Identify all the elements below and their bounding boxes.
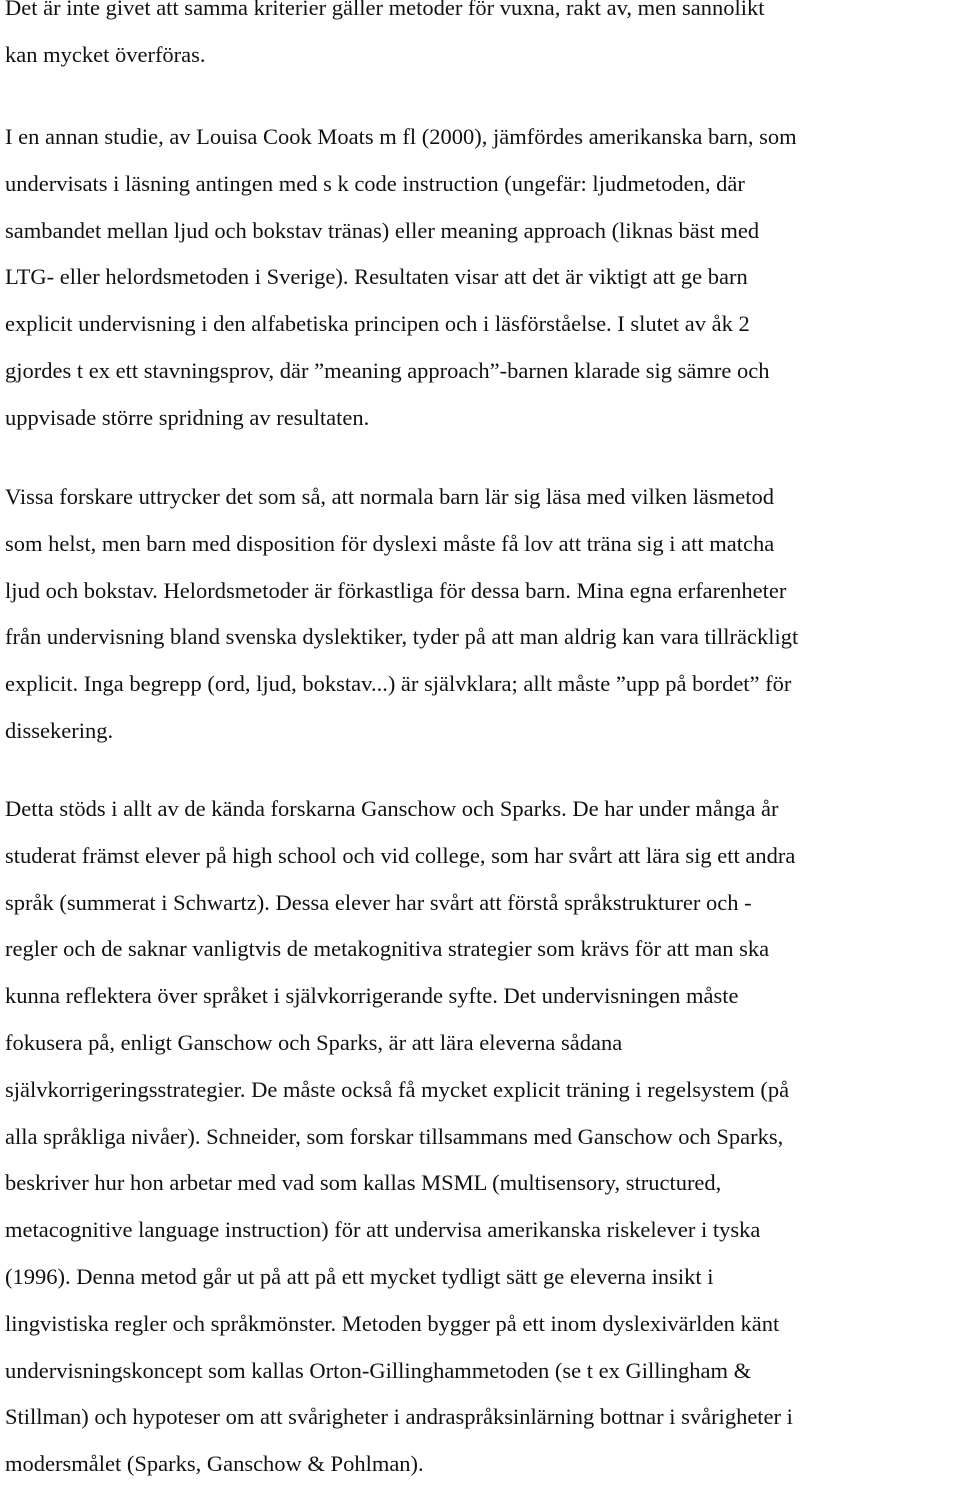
text-line: uppvisade större spridning av resultaten. [5, 404, 370, 430]
text-line: regler och de saknar vanligtvis de metakognitiva strategier som krävs för att man ska [5, 936, 770, 962]
text-line: (1996). Denna metod går ut på att på ett mycket tydligt sätt ge eleverna insikt i [5, 1263, 714, 1289]
text-line: från undervisning bland svenska dyslektiker, tyder på att man aldrig kan vara tillräckligt [5, 624, 799, 650]
text-line: explicit. Inga begrepp (ord, ljud, bokstav...) är självklara; allt måste ”upp på bordet” för [5, 671, 792, 697]
text-line: kan mycket överföras. [5, 41, 206, 67]
text-line: Stillman) och hypoteser om att svårigheter i andraspråksinlärning bottnar i svårigheter i [5, 1404, 793, 1430]
text-line: explicit undervisning i den alfabetiska principen och i läsförståelse. I slutet av åk 2 [5, 311, 750, 337]
text-line: självkorrigeringsstrategier. De måste också få mycket explicit träning i regelsystem (på [5, 1076, 790, 1102]
text-line: undervisats i läsning antingen med s k code instruction (ungefär: ljudmetoden, där [5, 170, 745, 196]
text-line: Vissa forskare uttrycker det som så, att normala barn lär sig läsa med vilken läsmetod [5, 484, 775, 509]
paragraph-1 [5, 0, 958, 79]
text-line: undervisningskoncept som kallas Orton-Gillinghammetoden (se t ex Gillingham & [5, 1357, 752, 1383]
text-line: lingvistiska regler och språkmönster. Metoden bygger på ett inom dyslexivärlden känt [5, 1310, 780, 1336]
text-line: gjordes t ex ett stavningsprov, där ”meaning approach”-barnen klarade sig sämre och [5, 357, 770, 383]
text-line: Det är inte givet att samma kriterier gäller metoder för vuxna, rakt av, men sannolikt [5, 0, 765, 20]
text-line: fokusera på, enligt Ganschow och Sparks, är att lära eleverna sådana [5, 1029, 623, 1055]
text-line: studerat främst elever på high school och vid college, som har svårt att lära sig ett andra [5, 842, 796, 868]
paragraph-2 [5, 114, 958, 442]
text-line: beskriver hur hon arbetar med vad som kallas MSML (multisensory, structured, [5, 1170, 722, 1196]
text-line: Detta stöds i allt av de kända forskarna Ganschow och Sparks. De har under många år [5, 796, 779, 821]
text-line: LTG- eller helordsmetoden i Sverige). Resultaten visar att det är viktigt att ge barn [5, 264, 748, 290]
paragraph-3 [5, 474, 958, 755]
text-line: som helst, men barn med disposition för dyslexi måste få lov att träna sig i att matcha [5, 530, 775, 556]
text-line: kunna reflektera över språket i självkorrigerande syfte. Det undervisningen måste [5, 983, 739, 1009]
paragraph-4 [5, 786, 958, 1488]
text-line: modersmålet (Sparks, Ganschow & Pohlman). [5, 1451, 424, 1477]
text-line: dissekering. [5, 717, 114, 743]
text-line: alla språkliga nivåer). Schneider, som forskar tillsammans med Ganschow och Sparks, [5, 1123, 784, 1149]
text-line: I en annan studie, av Louisa Cook Moats m fl (2000), jämfördes amerikanska barn, som [5, 124, 797, 149]
text-line: sambandet mellan ljud och bokstav tränas) eller meaning approach (liknas bäst med [5, 217, 760, 243]
text-line: metacognitive language instruction) för att undervisa amerikanska riskelever i tyska [5, 1217, 761, 1243]
text-line: språk (summerat i Schwartz). Dessa elever har svårt att förstå språkstrukturer och - [5, 889, 752, 915]
text-line: ljud och bokstav. Helordsmetoder är förkastliga för dessa barn. Mina egna erfarenheter [5, 577, 787, 603]
